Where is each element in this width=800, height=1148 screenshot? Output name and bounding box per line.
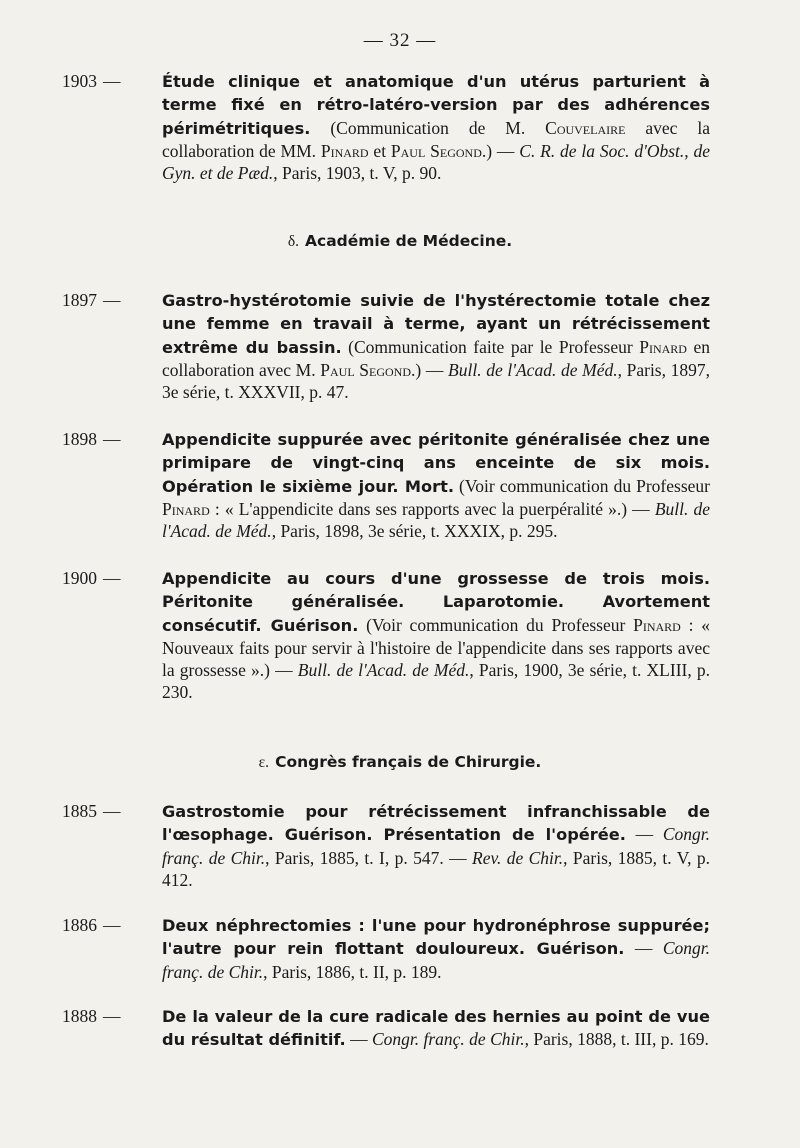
entry-year: 1903 — [62, 71, 121, 91]
entry-year: 1885 — [62, 801, 121, 821]
entry-body: Gastrostomie pour rétrécissement infranchissable de l'œsophage. Guérison. Présentation de l'opérée. — Congr. franç. de Chir., Paris, 1885, t. I, p. 547. — Rev. de Chir., Paris, 1885, t. V, p. 412. [162, 802, 710, 890]
entry-1888 [62, 1005, 710, 1052]
entry-year: 1888 — [62, 1006, 121, 1026]
entry-title: Deux néphrectomies : l'une pour hydronéphrose suppurée; l'autre pour rein flottant douloureux. Guérison. [162, 916, 710, 959]
entry-title: Appendicite suppurée avec péritonite généralisée chez une primipare de vingt-cinq ans enceinte de six mois. Opération le sixième jour. Mort. [162, 430, 710, 496]
entry-title: De la valeur de la cure radicale des hernies au point de vue du résultat définitif. [162, 1007, 710, 1050]
entry-body: Étude clinique et anatomique d'un utérus parturient à terme fixé en rétro-latéro-version par des adhérences périmétritiques. (Communication de M. Couvelaire avec la collaboration de MM. Pinard et Paul Segond.) — C. R. de la Soc. d'Obst., de Gyn. et de Pæd., Paris, 1903, t. V, p. 90. [162, 72, 710, 184]
journal-citation: Bull. de l'Acad. de Méd. [162, 498, 710, 542]
entry-year: 1897 — [62, 290, 121, 310]
section-heading-congres: ε. Congrès français de Chirurgie. [258, 753, 542, 771]
journal-citation: Congr. franç. de Chir. [371, 1029, 525, 1050]
entry-title: Appendicite au cours d'une grossesse de trois mois. Péritonite généralisée. Laparotomie. Avortement consécutif. Guérison. [162, 569, 710, 635]
journal-citation: Bull. de l'Acad. de Méd. [448, 359, 618, 380]
journal-citation: Congr. franç. de Chir. [162, 938, 711, 982]
entry-1898 [62, 428, 710, 542]
section-heading-academie: δ. Académie de Médecine. [287, 232, 513, 250]
journal-citation: C. R. de la Soc. d'Obst., de Gyn. et de Pæd. [162, 140, 710, 184]
entry-body: Appendicite au cours d'une grossesse de trois mois. Péritonite généralisée. Laparotomie. Avortement consécutif. Guérison. (Voir communication du Professeur Pinard : « Nouveaux faits pour servir à l'histoire de l'appendicite dans ses rapports avec la grossesse ».) — Bull. de l'Acad. de Méd., Paris, 1900, 3e série, t. XLIII, p. 230. [162, 569, 710, 703]
entry-year: 1898 — [62, 429, 121, 449]
entry-title: Gastro-hystérotomie suivie de l'hystérectomie totale chez une femme en travail à terme, ayant un rétrécissement extrême du bassin. [162, 291, 710, 357]
entry-title: Gastrostomie pour rétrécissement infranchissable de l'œsophage. Guérison. Présentation de l'opérée. [162, 802, 710, 845]
journal-citation: Congr. franç. de Chir. [162, 824, 710, 868]
entry-1900 [62, 567, 710, 704]
entry-body: De la valeur de la cure radicale des hernies au point de vue du résultat définitif. — Congr. franç. de Chir., Paris, 1888, t. III, p. 169. [162, 1007, 710, 1050]
entry-body: Deux néphrectomies : l'une pour hydronéphrose suppurée; l'autre pour rein flottant douloureux. Guérison. — Congr. franç. de Chir., Paris, 1886, t. II, p. 189. [162, 916, 711, 982]
entry-1885 [62, 800, 710, 891]
entry-year: 1886 — [62, 915, 121, 935]
entry-title: Étude clinique et anatomique d'un utérus parturient à terme fixé en rétro-latéro-version par des adhérences périmétritiques. [162, 72, 710, 138]
page-number: — 32 — [363, 30, 437, 51]
journal-citation: Rev. de Chir. [472, 847, 564, 868]
journal-citation: Bull. de l'Acad. de Méd. [297, 660, 470, 681]
entry-year: 1900 — [62, 568, 121, 588]
entry-body: Appendicite suppurée avec péritonite généralisée chez une primipare de vingt-cinq ans enceinte de six mois. Opération le sixième jour. Mort. (Voir communication du Professeur Pinard : « L'appendicite dans ses rapports avec la puerpéralité ».) — Bull. de l'Acad. de Méd., Paris, 1898, 3e série, t. XXXIX, p. 295. [162, 430, 710, 542]
entry-1886 [62, 914, 710, 983]
entry-1903 [62, 70, 710, 184]
entry-1897 [62, 289, 710, 403]
entry-body: Gastro-hystérotomie suivie de l'hystérectomie totale chez une femme en travail à terme, ayant un rétrécissement extrême du bassin. (Communication faite par le Professeur Pinard en collaboration avec M. Paul Segond.) — Bull. de l'Acad. de Méd., Paris, 1897, 3e série, t. XXXVII, p. 47. [162, 291, 711, 403]
